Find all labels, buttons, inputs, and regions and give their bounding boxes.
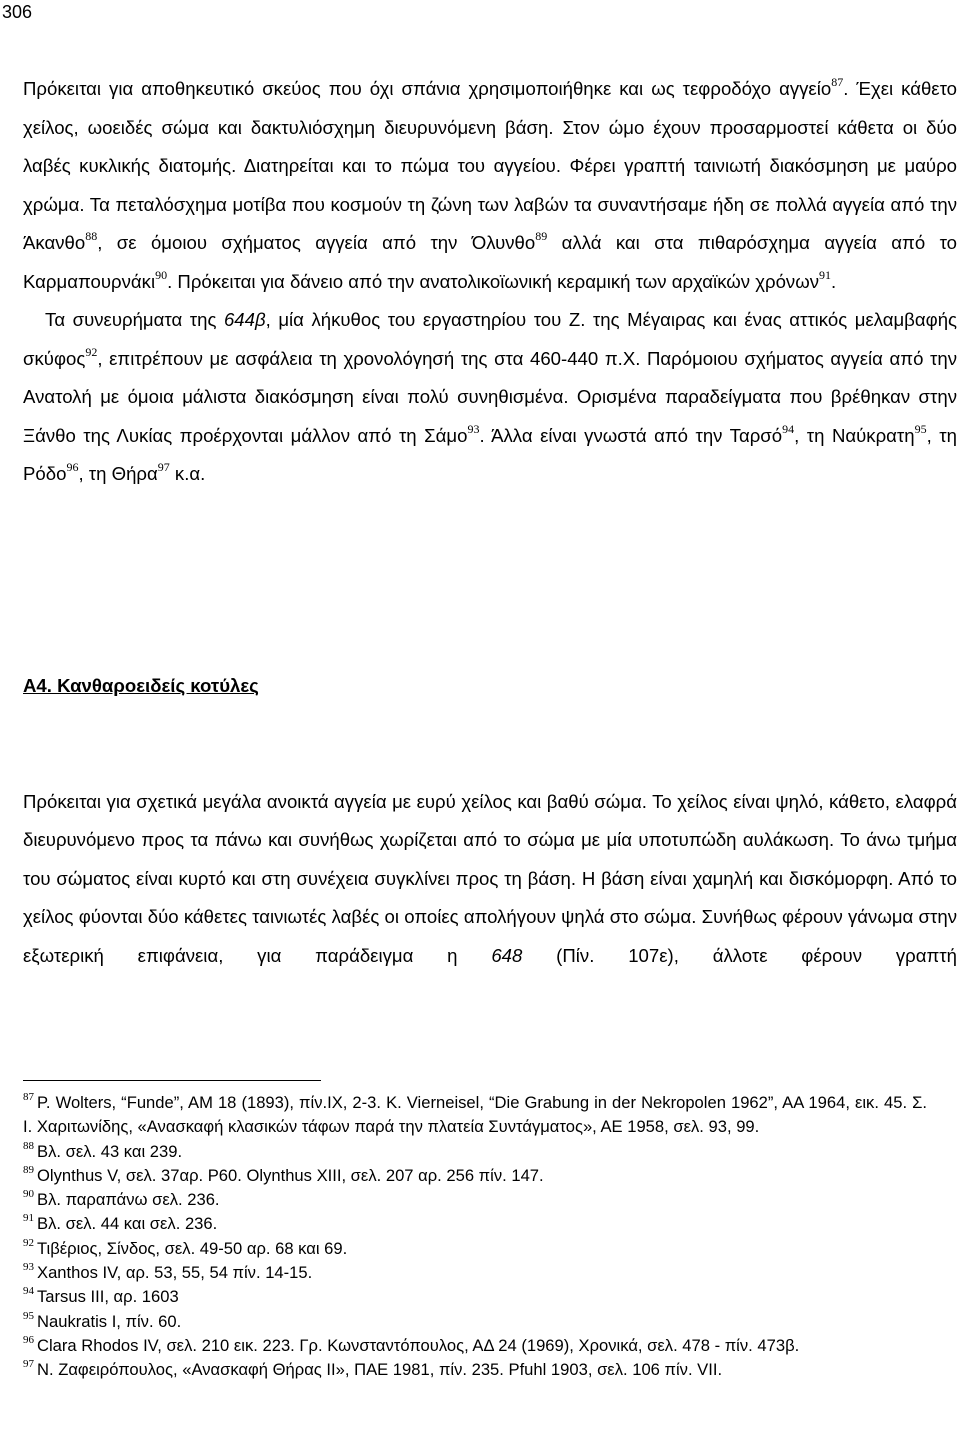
footnote-92: $^{92}$ Τιβέριος, Σίνδος, σελ. 49-50 αρ. 68 και 69. <box>23 1236 348 1258</box>
page-number: 306 <box>2 2 33 22</box>
footnote-93: $^{93}$ Xanthos IV, αρ. 53, 55, 54 πίν. 14-15. <box>23 1261 313 1283</box>
footnote-89: $^{89}$ Olynthus V, σελ. 37αρ. P60. Olynthus XIII, σελ. 207 αρ. 256 πίν. 147. <box>23 1163 544 1185</box>
footnote-ref-91[interactable]: 91 <box>819 267 832 282</box>
footnote-95: $^{95}$ Naukratis I, πίν. 60. <box>23 1309 182 1331</box>
section-heading: Α4. Κανθαροειδείς κοτύλες <box>23 675 259 696</box>
paragraph-associated-finds: Τα συνευρήματα της 644β, μία λήκυθος του εργαστηρίου του Z. της Μέγαιρας και ένας αττικός μελαμβαφής σκύφος$^{92}$, επιτρέπουν με ασφάλεια τη χρονολόγησή της στα 460-440 π.Χ. Παρόμοιου σχήματος αγγεία από την Ανατολή με όμοια μάλιστα διακόσμηση είναι πολύ συνηθισμένα. Ορισμένα παραδείγματα που βρέθηκαν στην Ξάνθο της Λυκίας προέρχονται μάλλον από τη Σάμο$^{93}$. Άλλα είναι γνωστά από την Ταρσό$^{94}$, τη Ναύκρατη$^{95}$, τη Ρόδο$^{96}$, τη Θήρα$^{97}$ κ.α. <box>23 309 957 484</box>
footnote-90: $^{90}$ Βλ. παραπάνω σελ. 236. <box>23 1188 220 1210</box>
footnote-ref-92[interactable]: 92 <box>85 344 98 359</box>
footnote-ref-90[interactable]: 90 <box>155 267 168 282</box>
footnote-94: $^{94}$ Tarsus III, αρ. 1603 <box>23 1285 179 1307</box>
footnote-ref-93[interactable]: 93 <box>467 421 480 436</box>
paragraph-storage-vessel: Πρόκειται για αποθηκευτικό σκεύος που όχι σπάνια χρησιμοποιήθηκε και ως τεφροδόχο αγγείο$^{87}$. Έχει κάθετο χείλος, ωοειδές σώμα και δακτυλιόσχημη διευρυνόμενη βάση. Στον ώμο έχουν προσαρμοστεί κάθετα οι δύο λαβές κυκλικής διατομής. Διατηρείται και το πώμα του αγγείου. Φέρει γραπτή ταινιωτή διακόσμηση με μαύρο χρώμα. Τα πεταλόσχημα μοτίβα που κοσμούν τη ζώνη των λαβών τα συναντήσαμε ήδη σε πολλά αγγεία από την Άκανθο$^{88}$, σε όμοιου σχήματος αγγεία από την Όλυνθο$^{89}$ αλλά και στα πιθαρόσχημα αγγεία από το Καρμαπουρνάκι$^{90}$. Πρόκειται για δάνειο από την ανατολικοϊωνική κεραμική των αρχαϊκών χρόνων$^{91}$. <box>23 75 957 292</box>
catalog-number: 648 <box>491 944 523 966</box>
footnote-ref-95[interactable]: 95 <box>914 421 927 436</box>
paragraph-kantharoid-kotylai: Πρόκειται για σχετικά μεγάλα ανοικτά αγγεία με ευρύ χείλος και βαθύ σώμα. Το χείλος είναι ψηλό, κάθετο, ελαφρά διευρυνόμενο προς τα πάνω και συνήθως χωρίζεται από το σώμα με μία υποτυπώδη αυλάκωση. Το άνω τμήμα του σώματος είναι κυρτό και στη συνέχεια συγκλίνει προς τη βάση. Η βάση είναι χαμηλή και δισκόμορφη. Από το χείλος φύονται δύο κάθετες ταινιωτές λαβές οι οποίες απολήγουν ψηλά στο σώμα. Συνήθως φέρουν γάνωμα στην εξωτερική επιφάνεια, για παράδειγμα η 648 (Πίν. 107ε), άλλοτε φέρουν γραπτή <box>23 791 957 966</box>
section-body-text <box>23 783 957 975</box>
footnote-91: $^{91}$ Βλ. σελ. 44 και σελ. 236. <box>23 1212 218 1234</box>
footnote-88: $^{88}$ Βλ. σελ. 43 και 239. <box>23 1139 183 1161</box>
footnote-ref-96[interactable]: 96 <box>66 460 79 474</box>
footnote-87: $^{87}$ P. Wolters, “Funde”, AM 18 (1893), πίν.IX, 2-3. K. Vierneisel, “Die Grabung in der Nekropolen 1962”, AA 1964, εικ. 45. Σ. Ι. Χαριτωνίδης, «Ανασκαφή κλασικών τάφων παρά την πλατεία Συντάγματος», ΑΕ 1958, σελ. 93, 99. <box>23 1091 927 1137</box>
footnote-ref-89[interactable]: 89 <box>535 229 548 243</box>
footnote-97: $^{97}$ Ν. Ζαφειρόπουλος, «Ανασκαφή Θήρας ΙΙ», ΠΑΕ 1981, πίν. 235. Pfuhl 1903, σελ. 106 πίν. VII. <box>23 1358 723 1380</box>
footnote-96: $^{96}$ Clara Rhodos IV, σελ. 210 εικ. 223. Γρ. Κωνσταντόπουλος, ΑΔ 24 (1969), Χρονικά, σελ. 478 - πίν. 473β. <box>23 1333 800 1355</box>
footnotes <box>23 1091 927 1383</box>
footnote-ref-97[interactable]: 97 <box>157 460 170 474</box>
catalog-number: 644β <box>223 309 266 330</box>
body-text <box>23 70 957 494</box>
footnote-separator <box>23 1080 321 1081</box>
footnote-ref-94[interactable]: 94 <box>782 421 795 436</box>
footnote-ref-88[interactable]: 88 <box>85 229 98 243</box>
footnote-ref-87[interactable]: 87 <box>831 75 844 89</box>
